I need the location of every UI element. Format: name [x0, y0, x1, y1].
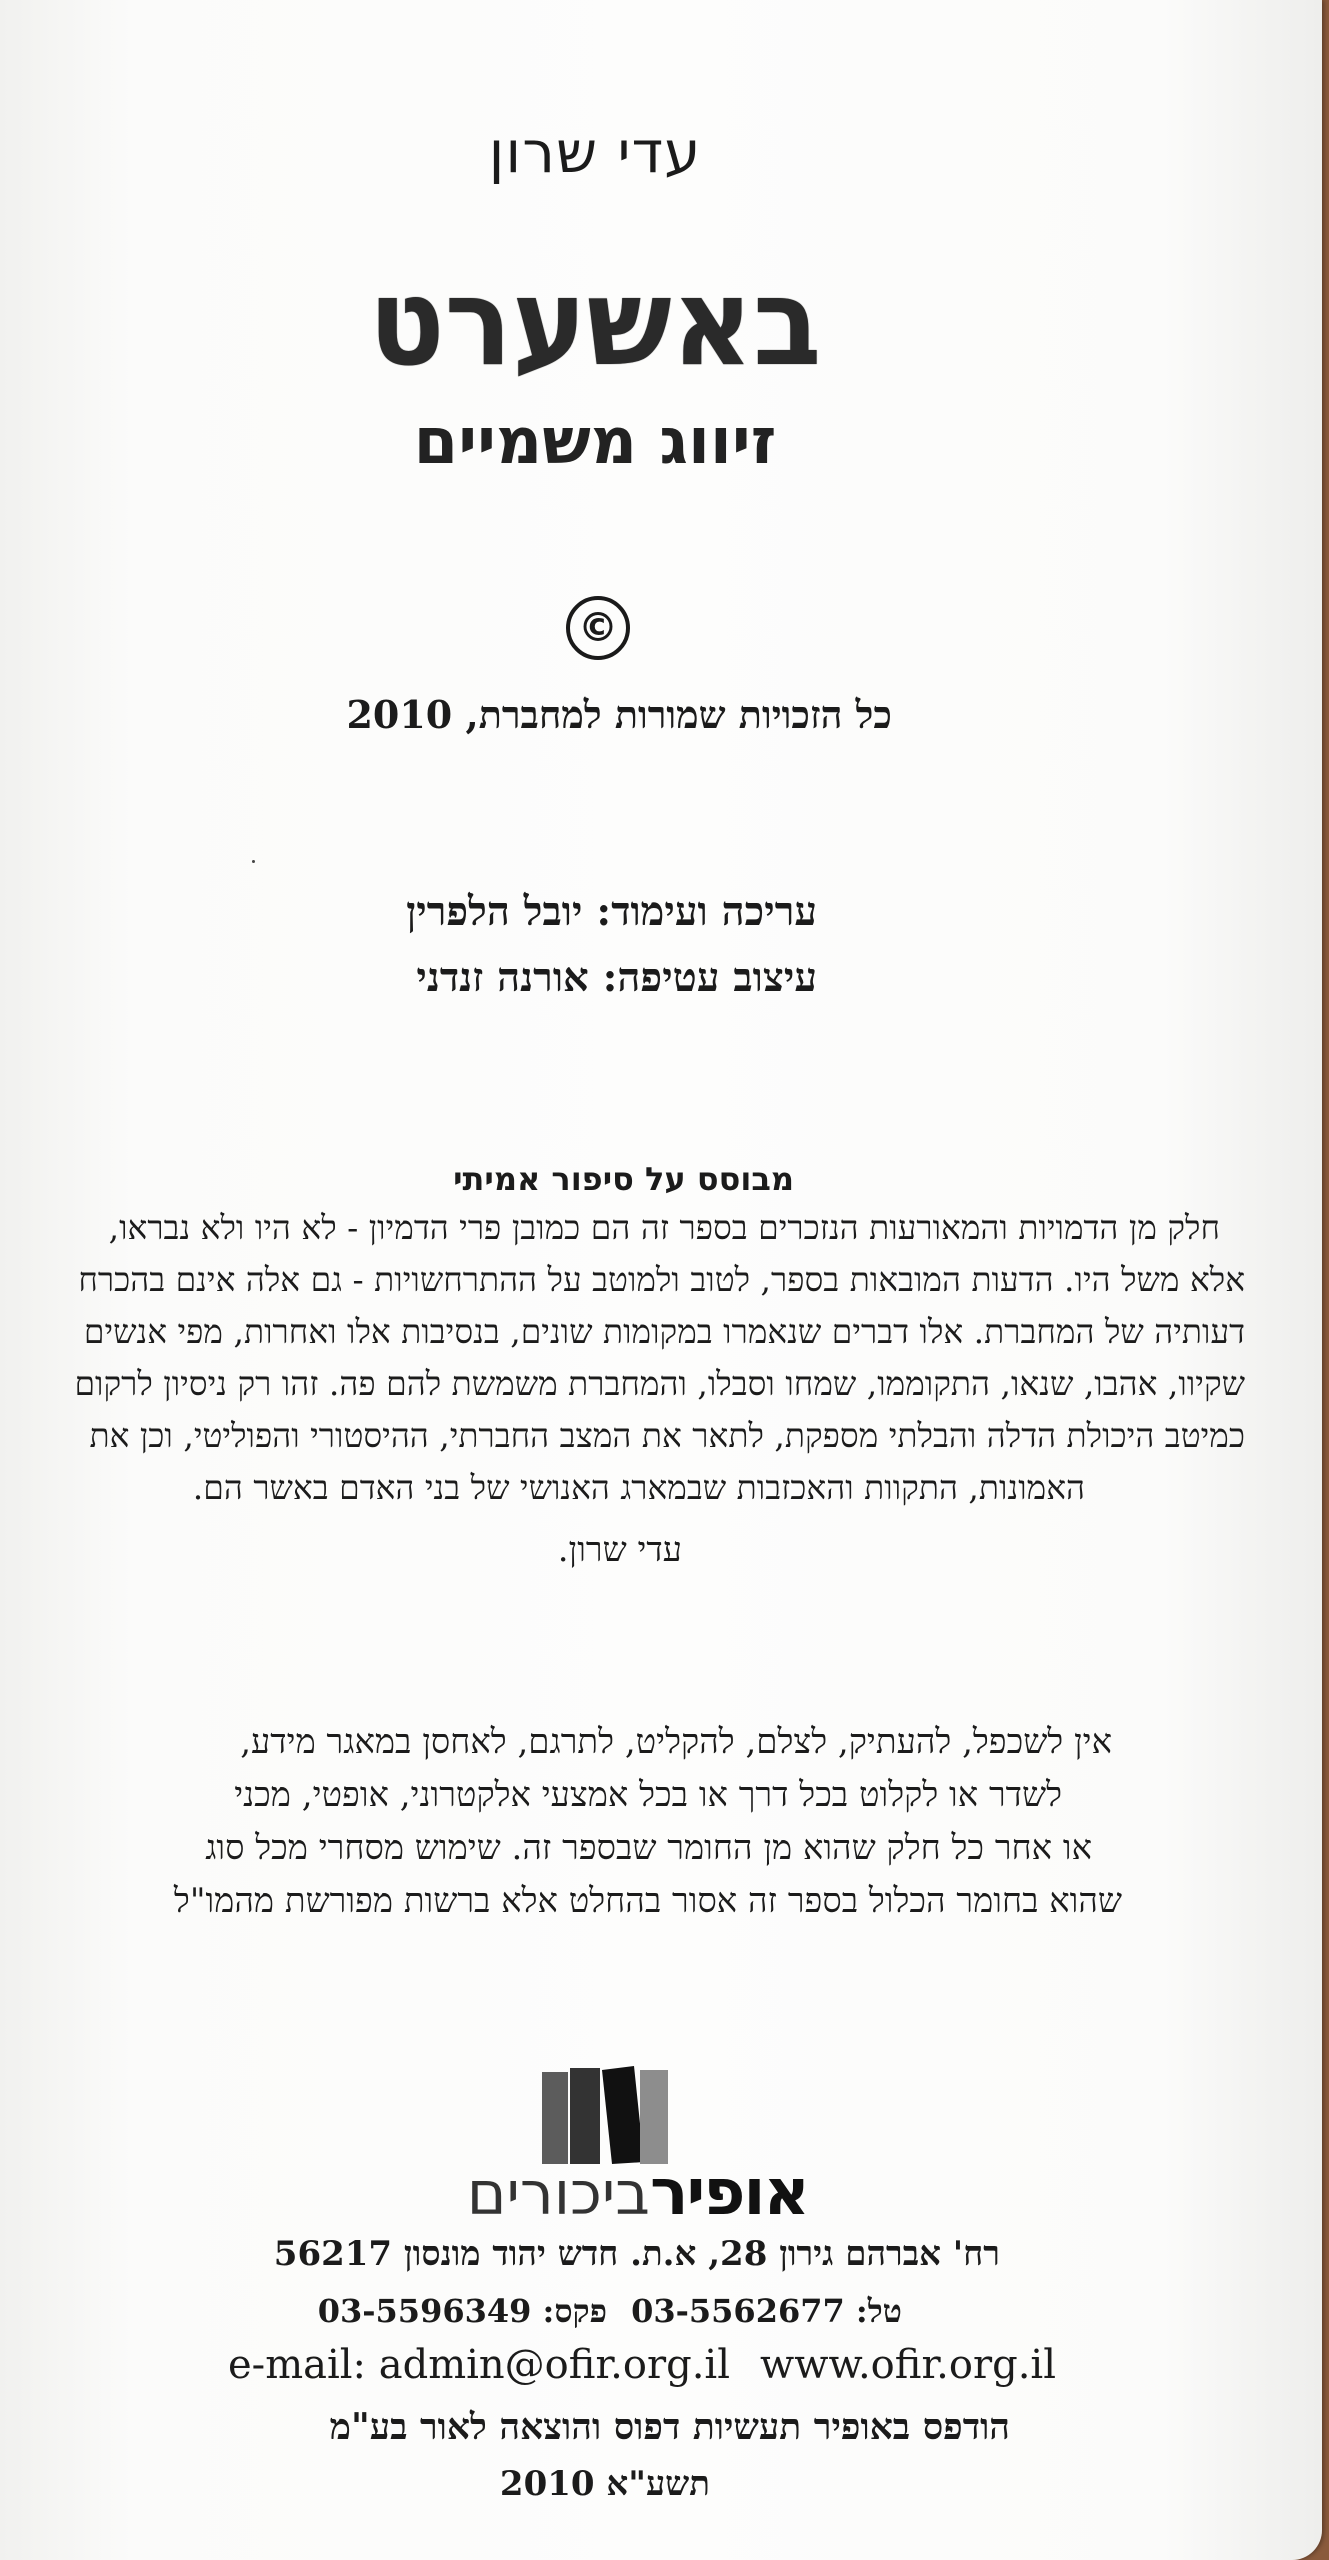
fax-number: פקס: 03-5596349 — [317, 2292, 608, 2330]
publisher-address: רח' אברהם גירון 28, א.ת. חדש יהוד מונסון 56217 — [273, 2234, 1000, 2274]
copyright-icon: © — [566, 596, 630, 660]
publication-year: תשע"א 2010 — [499, 2464, 710, 2504]
legal-line: לשדר או לקלוט בכל דרך או בכל אמצעי אלקטרוני, אופטי, מכני — [234, 1775, 1062, 1815]
publisher-web — [228, 2342, 1086, 2388]
disclaimer-line: האמונות, התקוות והאכזבות שבמארג האנושי של בני האדם באשר הם. — [192, 1468, 1085, 1507]
publisher-phones — [294, 2292, 902, 2330]
legal-notice — [22, 1716, 1122, 1928]
disclaimer-line: דעותיה של המחברת. אלו דברים שנאמרו במקומות שונים, בנסיבות אלו ואחרות, מפי אנשים — [83, 1312, 1245, 1351]
rights-notice: כל הזכויות שמורות למחברת, 2010 — [346, 692, 892, 737]
phone-number: טל: 03-5562677 — [631, 2292, 902, 2330]
signature: עדי שרון. — [557, 1530, 682, 1570]
disclaimer-line: אלא משל היו. הדעות המובאות בספר, לטוב ולמוטב על ההתרחשויות - גם אלה אינם בהכרח — [78, 1260, 1245, 1299]
logo-bikurim: ביכורים — [466, 2159, 650, 2229]
books-logo-icon — [540, 2066, 670, 2166]
book-title: באשערט — [368, 252, 822, 394]
email-address[interactable]: e-mail: admin@ofir.org.il — [228, 2342, 730, 2388]
disclaimer-line: כמיטב היכולת הדלה והבלתי מספקת, לתאר את המצב החברתי, ההיסטורי והפוליטי, וכן את — [89, 1416, 1245, 1455]
website-link[interactable]: www.ofir.org.il — [760, 2342, 1056, 2388]
credit-editing: עריכה ועימוד: יובל הלפרין — [406, 888, 817, 935]
printed-by: הודפס באופיר תעשיות דפוס והוצאה לאור בע"מ — [329, 2406, 1010, 2448]
legal-line: או אחר כל חלק שהוא מן החומר שבספר זה. שימוש מסחרי מכל סוג — [205, 1828, 1092, 1868]
author-name: עדי שרון — [488, 118, 702, 186]
disclaimer-paragraph — [0, 1202, 1245, 1514]
logo-ofir: אופיר — [649, 2156, 808, 2230]
disclaimer-line: שקיוו, אהבו, שנאו, התקוממו, שמחו וסבלו, והמחברת משמשת להם פה. זהו רק ניסיון לרקום — [74, 1364, 1245, 1403]
credit-cover-design: עיצוב עטיפה: אורנה זנדני — [416, 954, 817, 1001]
legal-line: אין לשכפל, להעתיק, לצלם, להקליט, לתרגם, לאחסן במאגר מידע, — [240, 1722, 1112, 1762]
publisher-logo-text — [408, 2156, 808, 2236]
disclaimer-line: חלק מן הדמויות והמאורעות הנזכרים בספר זה הם כמובן פרי הדמיון - לא היו ולא נבראו, — [108, 1208, 1220, 1247]
book-subtitle: זיווג משמיים — [413, 405, 777, 479]
based-on-heading: מבוסס על סיפור אמיתי — [453, 1160, 794, 1198]
legal-line: שהוא בחומר הכלול בספר זה אסור בהחלט אלא ברשות מפורשת מהמו"ל — [173, 1881, 1122, 1921]
speck — [252, 860, 255, 863]
